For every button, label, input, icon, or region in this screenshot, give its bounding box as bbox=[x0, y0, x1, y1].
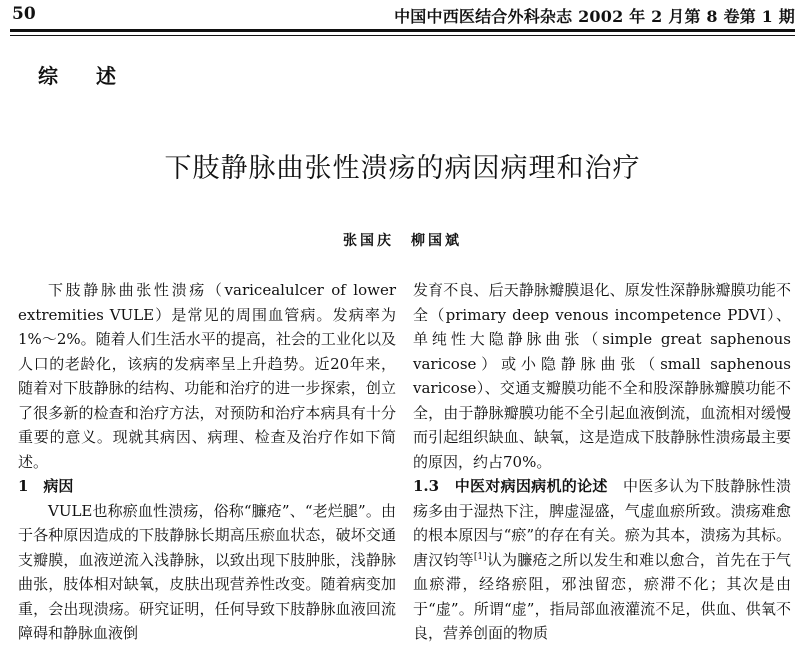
tcm-text-part2: 认为臁疮之所以发生和难以愈合，首先在于气血瘀滞，经络瘀阻，邪浊留恋，瘀滞不化；其次是由于“虚”。所谓“虚”，指局部血液灌流不足，供血、供氧不良，营养创面的物质 bbox=[413, 550, 791, 642]
journal-citation: 中国中西医结合外科杂志 2002 年 2 月第 8 卷第 1 期 bbox=[394, 7, 795, 26]
article-authors: 张国庆 柳国斌 bbox=[343, 233, 462, 249]
left-column bbox=[18, 278, 396, 646]
running-header bbox=[0, 0, 805, 36]
section-heading-etiology: 1 病因 bbox=[18, 477, 74, 495]
continuation-paragraph: 发育不良、后天静脉瓣膜退化、原发性深静脉瓣膜功能不全（primary deep venous incompetence PDVI）、单纯性大隐静脉曲张（simple great saphenous varicose）或小隐静脉曲张（small saphenous varicose）、交通支瓣膜功能不全和股深静脉瓣膜功能不全，由于静脉瓣膜功能不全引起血液倒流，血流相对缓慢而引起组织缺血、缺氧，这是造成下肢静脉性溃疡最主要的原因，约占70%。 bbox=[413, 281, 791, 471]
reference-marker: [1] bbox=[473, 551, 487, 562]
intro-paragraph: 下肢静脉曲张性溃疡（varicealulcer of lower extremities VULE）是常见的周围血管病。发病率为1%～2%。随着人们生活水平的提高，社会的工业化以及人口的老龄化，该病的发病率呈上升趋势。近20年来，随着对下肢静脉的结构、功能和治疗的进一步探索，创立了很多新的检查和治疗方法，对预防和治疗本病具有十分重要的意义。现就其病因、病理、检查及治疗作如下简述。 bbox=[18, 281, 396, 471]
right-column bbox=[413, 278, 791, 646]
page-number: 50 bbox=[12, 4, 36, 24]
etiology-paragraph: VULE也称瘀血性溃疡，俗称“臁疮”、“老烂腿”。由于各种原因造成的下肢静脉长期高压瘀血状态，破坏交通支瓣膜，血液逆流入浅静脉，以致出现下肢肿胀，浅静脉曲张，肢体相对缺氧，皮肤出现营养性改变。随着病变加重，会出现溃疡。研究证明，任何导致下肢静脉血液回流障碍和静脉血液倒 bbox=[18, 501, 396, 642]
subsection-heading-tcm: 1.3 中医对病因病机的论述 bbox=[413, 477, 608, 495]
section-label: 综述 bbox=[38, 64, 154, 88]
tcm-paragraph bbox=[413, 474, 791, 646]
header-rule-thin bbox=[10, 35, 795, 36]
header-rule-thick bbox=[10, 29, 795, 32]
tcm-text-part1: 中医多认为下肢静脉性溃疡多由于湿热下注，脾虚湿盛，气虚血瘀所致。溃疡难愈的根本原因与“瘀”的存在有关。瘀为其本，溃疡为其标。唐汉钧等 bbox=[413, 477, 791, 569]
article-title: 下肢静脉曲张性溃疡的病因病理和治疗 bbox=[164, 153, 641, 184]
